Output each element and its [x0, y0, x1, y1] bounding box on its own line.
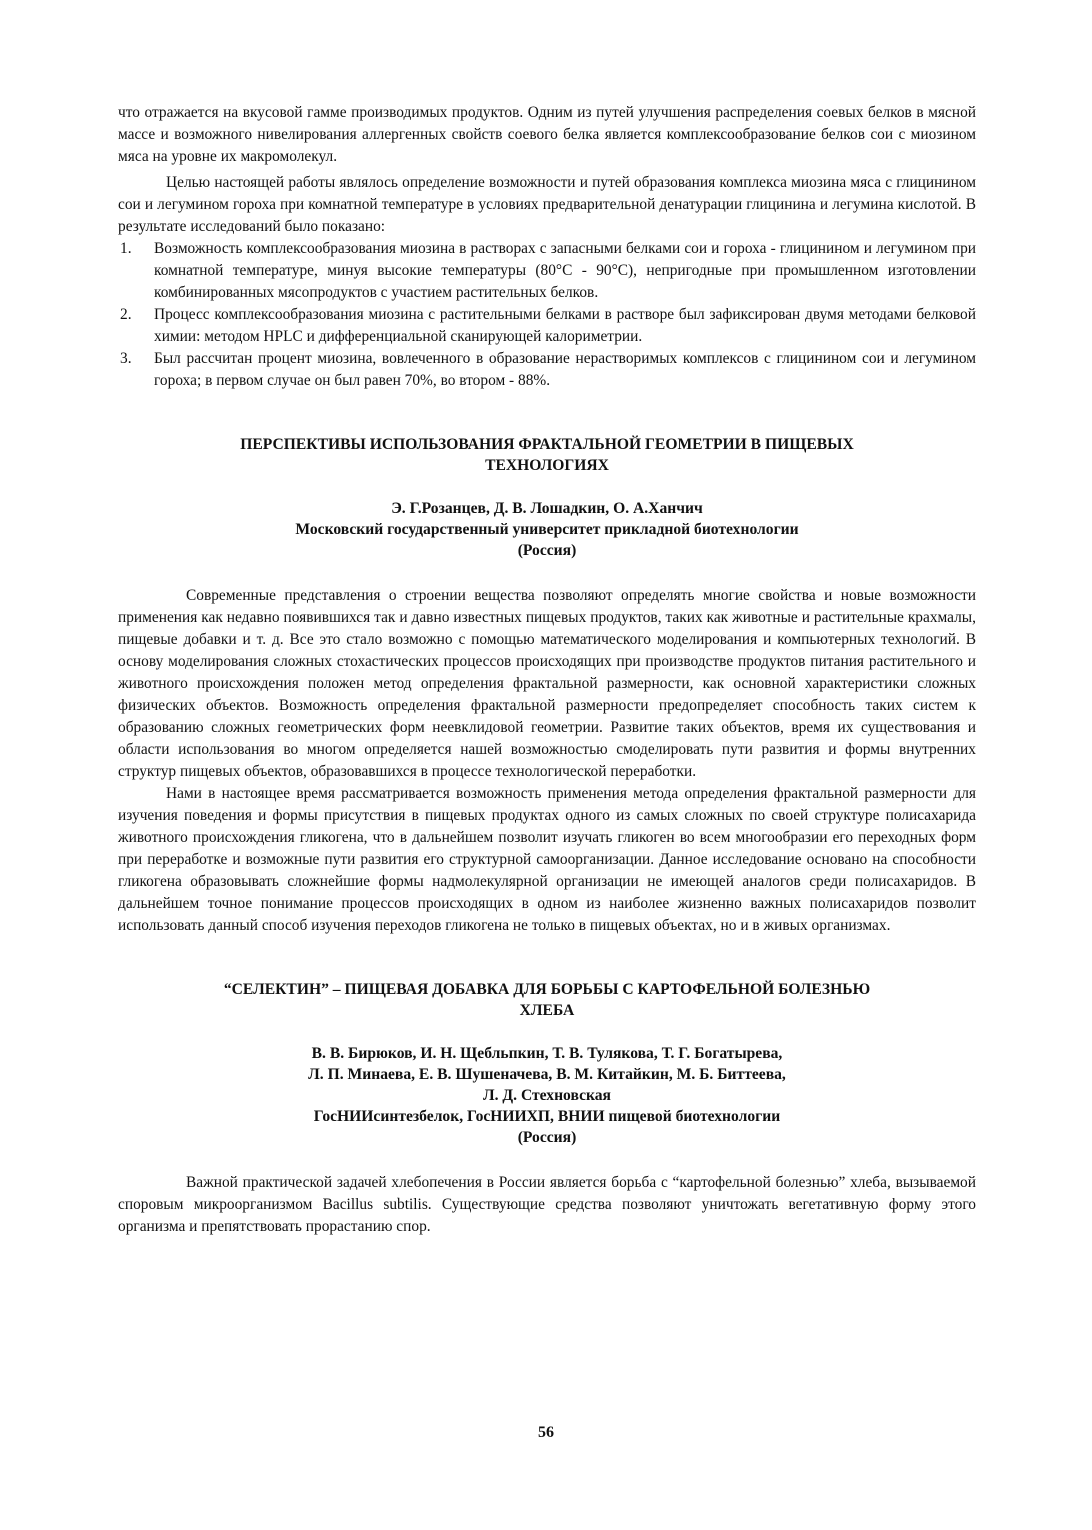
article-1-paragraph-1: Современные представления о строении вещества позволяют определять многие свойства и новые возможности применения как недавно появившихся так и давно известных пищевых продуктов, таких как животные и растительные крахмалы, пищевые добавки и т. д. Все это стало возможно с помощью математического моделирования и компьютерных технологий. В основу моделирования сложных стохастических процессов происходящих при производстве продуктов питания растительного и животного происхождения положен метод определения фрактальной размерности, как основной характеристики сложных физических объектов. Возможность определения фрактальной размерности предопределяет способность таких систем к образованию сложных геометрических форм неевклидовой геометрии. Развитие таких объектов, время их существования и области использования во многом определяется нашей возможностью смоделировать пути развития и формы внутренних структур пищевых объектов, образовавшихся в процессе технологической переработки.: [118, 587, 976, 780]
article-2-authors: [118, 1043, 976, 1106]
finding-number: 1.: [120, 240, 132, 257]
article-1-title-line-1: ПЕРСПЕКТИВЫ ИСПОЛЬЗОВАНИЯ ФРАКТАЛЬНОЙ ГЕОМЕТРИИ В ПИЩЕВЫХ: [240, 436, 854, 453]
article-2-title-line-2: ХЛЕБА: [519, 1002, 575, 1019]
findings-list: [118, 238, 976, 392]
finding-number: 2.: [120, 306, 132, 323]
finding-text: Был рассчитан процент миозина, вовлеченного в образование нерастворимых комплексов с глицинином сои и легумином гороха; в первом случае он был равен 70%, во втором - 88%.: [154, 350, 976, 389]
article-1-paragraph-2: Нами в настоящее время рассматривается возможность применения метода определения фрактальной размерности для изучения поведения и формы присутствия в пищевых продуктах одного из самых сложных по своей структуре полисахарида животного происхождения гликогена, что в дальнейшем позволит изучать гликоген во всем многообразии его переходных форм при переработке и возможные пути развития его структурной самоорганизации. Данное исследование основано на способности гликогена образовывать сложнейшие формы надмолекулярной организации не имеющей аналогов среди полисахаридов. В дальнейшем точное понимание процессов происходящих в одном из наиболее жизненно важных полисахаридов позволит использовать данный способ изучения переходов гликогена не только в пищевых объектах, но и в живых организмах.: [118, 785, 976, 934]
article-1-country: (Россия): [517, 542, 577, 559]
page-number: 56: [538, 1424, 554, 1441]
article-2-authors-line-1: В. В. Бирюков, И. Н. Щебльпкин, Т. В. Тулякова, Т. Г. Богатырева,: [311, 1045, 783, 1062]
article-2-title-line-1: “СЕЛЕКТИН” – ПИЩЕВАЯ ДОБАВКА ДЛЯ БОРЬБЫ С КАРТОФЕЛЬНОЙ БОЛЕЗНЬЮ: [223, 981, 871, 998]
finding-text: Процесс комплексообразования миозина с растительными белками в растворе был зафиксирован двумя методами белковой химии: методом HPLC и дифференциальной сканирующей калориметрии.: [154, 306, 976, 345]
article-1-title-line-2: ТЕХНОЛОГИЯХ: [485, 457, 609, 474]
finding-item-2: [118, 304, 976, 348]
intro-paragraph-2: Целью настоящей работы являлось определение возможности и путей образования комплекса миозина мяса с глицинином сои и легумином гороха при комнатной температуре в условиях предварительной денатурации глицинина и легумина кислотой. В результате исследований было показано:: [118, 174, 976, 235]
finding-text: Возможность комплексообразования миозина в растворах с запасными белками сои и гороха - глицинином и легумином при комнатной температуре, минуя высокие температуры (80°C - 90°C), непригодные при промышленном изготовлении комбинированных мясопродуктов с участием растительных белков.: [154, 240, 976, 301]
finding-item-3: [118, 348, 976, 392]
article-1-affiliation: Московский государственный университет прикладной биотехнологии: [295, 521, 799, 538]
article-2-authors-line-3: Л. Д. Стехновская: [483, 1087, 611, 1104]
article-1-title: [118, 434, 976, 476]
article-1-authors: Э. Г.Розанцев, Д. В. Лошадкин, О. А.Ханчич: [391, 500, 703, 517]
article-2-country: (Россия): [517, 1129, 577, 1146]
intro-paragraph-1: что отражается на вкусовой гамме производимых продуктов. Одним из путей улучшения распределения соевых белков в мясной массе и возможного нивелирования аллергенных свойств соевого белка является комплексообразование белков сои с миозином мяса на уровне их макромолекул.: [118, 104, 976, 165]
finding-item-1: [118, 238, 976, 304]
article-2-paragraph-1: Важной практической задачей хлебопечения в России является борьба с “картофельной болезнью” хлеба, вызываемой споровым микроорганизмом Bacillus subtilis. Существующие средства позволяют уничтожать вегетативную форму этого организма и препятствовать прорастанию спор.: [118, 1174, 976, 1235]
article-2-title: [118, 979, 976, 1021]
page-content: [118, 102, 976, 1238]
article-2-authors-line-2: Л. П. Минаева, Е. В. Шушеначева, В. М. Китайкин, М. Б. Биттеева,: [308, 1066, 786, 1083]
finding-number: 3.: [120, 350, 132, 367]
article-2-affiliation: ГосНИИсинтезбелок, ГосНИИХП, ВНИИ пищевой биотехнологии: [313, 1108, 781, 1125]
